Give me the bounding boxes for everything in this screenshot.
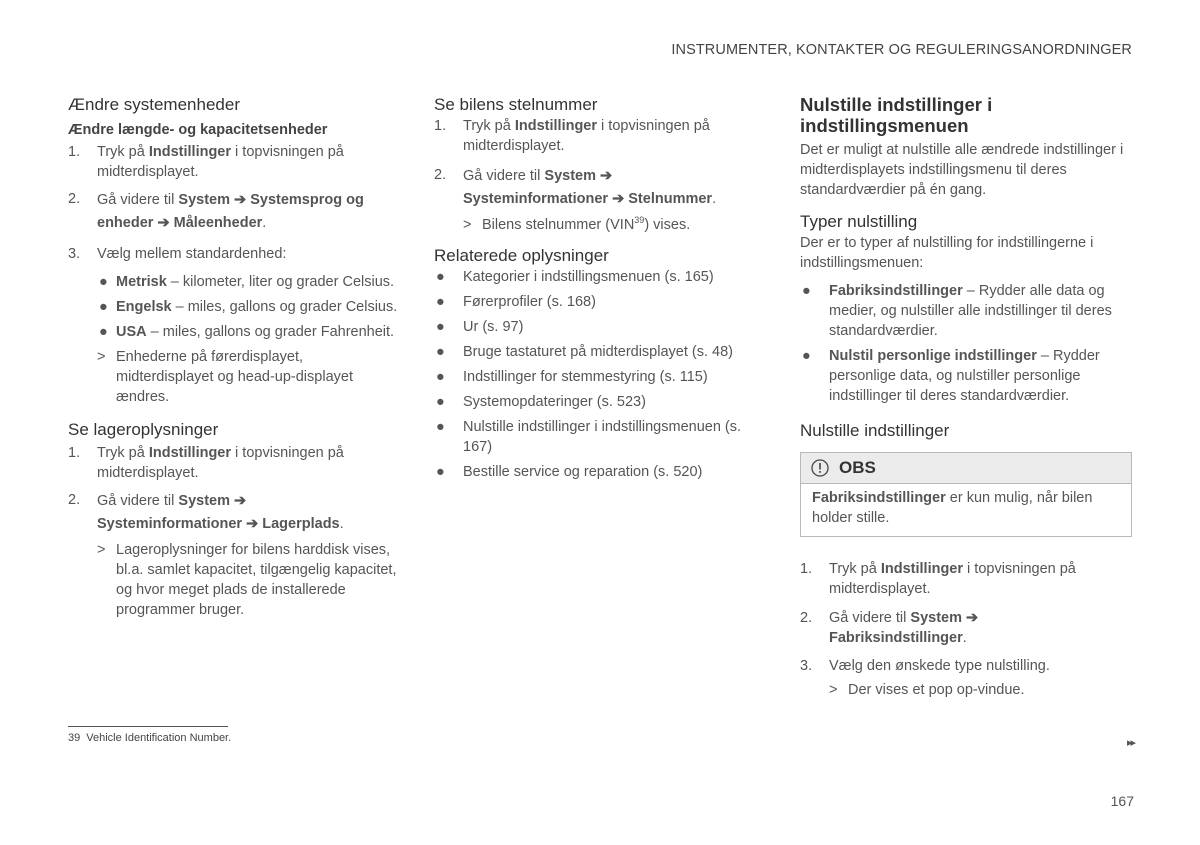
column-1 — [68, 94, 402, 626]
step-bold: Indstillinger — [514, 118, 598, 134]
result-text: Der vises et pop op-vindue. — [848, 682, 1025, 698]
bullet-icon: ● — [99, 274, 108, 290]
step-number: 3. — [68, 246, 81, 262]
result-text: Lageroplysninger for bilens harddisk vises, bl.a. samlet kapacitet, tilgængelig kapacitet, og hvor meget plads de installerede programmer bruger. — [116, 542, 397, 618]
step-3 — [68, 244, 402, 264]
bullet-icon: ● — [436, 294, 445, 310]
units-list — [68, 272, 402, 342]
arrow-icon: ➔ — [153, 215, 170, 231]
related-link[interactable] — [434, 392, 764, 412]
step-text: . — [262, 215, 267, 231]
step-text: . — [962, 630, 967, 646]
step-number: 3. — [800, 658, 813, 674]
step-number: 2. — [434, 167, 447, 183]
bullet-icon: ● — [99, 299, 108, 315]
item-text: – miles, gallons og grader Fahrenheit. — [146, 324, 395, 340]
item-bold: Nulstil personlige indstillinger — [829, 348, 1037, 364]
bullet-icon: ● — [436, 319, 445, 335]
step-bold: System — [910, 610, 962, 626]
step-1 — [68, 142, 402, 182]
related-link[interactable] — [434, 342, 764, 362]
step-text: Gå videre til — [829, 610, 911, 626]
step-1 — [68, 443, 402, 483]
step-1 — [434, 116, 764, 156]
step-text: Vælg den ønskede type nulstilling. — [829, 658, 1050, 674]
arrow-icon: ➔ — [962, 610, 979, 626]
step-text: i topvisningen på midterdisplayet. — [97, 445, 344, 481]
step-bold: Lagerplads — [262, 516, 340, 532]
step-text: i topvisningen på midterdisplayet. — [463, 118, 710, 154]
continue-arrows-icon: ▸▸ — [1126, 737, 1134, 749]
column-2 — [434, 94, 764, 487]
subheading-length-capacity: Ændre længde- og kapacitetsenheder — [68, 122, 328, 138]
step-number: 1. — [68, 445, 81, 461]
section-heading-storage: Se lageroplysninger — [68, 420, 219, 439]
step-bold: Stelnummer — [628, 191, 713, 207]
step-bold: Måleenheder — [173, 215, 263, 231]
step-text: . — [712, 191, 717, 207]
step-bold: Indstillinger — [148, 144, 232, 160]
step-number: 1. — [68, 144, 81, 160]
step-text: Gå videre til — [463, 168, 545, 184]
note-box-title: OBS — [839, 458, 876, 477]
bullet-icon: ● — [436, 419, 445, 435]
step-bold: Systemsprog og enheder — [97, 192, 364, 231]
footnote-number: 39 — [68, 732, 81, 744]
item-text: – Rydder alle data og medier, og nulstiller alle indstillinger til deres standardværdier. — [829, 283, 1112, 339]
item-text: – kilometer, liter og grader Celsius. — [166, 274, 395, 290]
link-text[interactable]: Bruge tastaturet på midterdisplayet (s. 48) — [463, 344, 733, 360]
step-text: Gå videre til — [97, 493, 179, 509]
note-box — [800, 452, 1132, 537]
item-bold: Metrisk — [116, 274, 167, 290]
step-text: . — [339, 516, 344, 532]
step-bold: Indstillinger — [148, 445, 232, 461]
note-text: er kun mulig, når bilen holder stille. — [812, 490, 1093, 526]
step-bold: Indstillinger — [880, 561, 964, 577]
section-heading-related: Relaterede oplysninger — [434, 246, 609, 265]
result-text: ) vises. — [644, 217, 691, 233]
bullet-icon: ● — [802, 283, 811, 299]
step-bold: Fabriksindstillinger — [829, 630, 963, 646]
step-2 — [68, 490, 402, 536]
step-bold: System — [178, 493, 230, 509]
list-item — [68, 322, 402, 342]
info-icon — [811, 459, 829, 477]
arrow-icon: ➔ — [242, 516, 259, 532]
section-heading-reset-settings: Nulstille indstillinger — [800, 421, 950, 440]
bullet-icon: ● — [436, 344, 445, 360]
result-note — [68, 347, 402, 407]
step-2 — [800, 608, 1132, 648]
reset-types-list — [800, 281, 1132, 406]
step-number: 1. — [800, 561, 813, 577]
step-text: Tryk på — [829, 561, 881, 577]
note-box-header — [801, 453, 1131, 484]
result-note — [97, 540, 402, 620]
intro-text: Det er muligt at nulstille alle ændrede indstillinger i midterdisplayets indstillingsmenu til deres standardværdier på én gang. — [800, 142, 1124, 198]
link-text[interactable]: Kategorier i indstillingsmenuen (s. 165) — [463, 269, 714, 285]
section-heading-reset-types: Typer nulstilling — [800, 212, 918, 231]
related-link[interactable] — [434, 367, 764, 387]
list-item — [800, 281, 1132, 341]
page-number: 167 — [1110, 793, 1134, 809]
result-marker: > — [829, 682, 838, 698]
step-number: 1. — [434, 118, 447, 134]
item-text: – Rydder personlige data, og nulstiller personlige indstillinger til deres standardværdier. — [829, 348, 1100, 404]
intro-text: Der er to typer af nulstilling for indstillingerne i indstillingsmenuen: — [800, 235, 1094, 271]
list-item — [800, 346, 1132, 406]
step-text: i topvisningen på midterdisplayet. — [97, 144, 344, 180]
related-link[interactable] — [434, 267, 764, 287]
footnote-ref[interactable]: 39 — [634, 215, 645, 226]
link-text[interactable]: Systemopdateringer (s. 523) — [463, 394, 646, 410]
section-heading-system-units: Ændre systemenheder — [68, 95, 240, 114]
bullet-icon: ● — [99, 324, 108, 340]
link-text[interactable]: Førerprofiler (s. 168) — [463, 294, 596, 310]
footnote-rule — [68, 726, 228, 727]
step-bold: System — [544, 168, 596, 184]
result-note — [829, 680, 1132, 700]
link-text[interactable]: Bestille service og reparation (s. 520) — [463, 464, 703, 480]
arrow-icon: ➔ — [608, 191, 625, 207]
column-3 — [800, 94, 1132, 706]
step-bold: System — [178, 192, 230, 208]
item-bold: Fabriksindstillinger — [829, 283, 963, 299]
related-link[interactable] — [434, 292, 764, 312]
step-text: Gå videre til — [97, 192, 179, 208]
note-box-body — [801, 484, 1131, 536]
step-bold: Systeminformationer — [463, 191, 609, 207]
list-item — [68, 297, 402, 317]
section-heading-reset: Nulstille indstillinger i indstillingsmenuen — [800, 94, 993, 136]
step-number: 2. — [68, 191, 81, 207]
result-note — [463, 215, 764, 235]
step-1 — [800, 559, 1132, 599]
bullet-icon: ● — [436, 369, 445, 385]
running-header: INSTRUMENTER, KONTAKTER OG REGULERINGSANORDNINGER — [671, 42, 1132, 58]
footnote-text: Vehicle Identification Number. — [86, 732, 232, 744]
note-bold: Fabriksindstillinger — [812, 490, 946, 506]
bullet-icon: ● — [436, 394, 445, 410]
bullet-icon: ● — [436, 269, 445, 285]
related-link[interactable] — [434, 317, 764, 337]
result-text: Bilens stelnummer (VIN — [482, 217, 635, 233]
footnote — [68, 731, 231, 745]
link-text[interactable]: Indstillinger for stemmestyring (s. 115) — [463, 369, 708, 385]
arrow-icon: ➔ — [230, 192, 247, 208]
step-number: 2. — [800, 610, 813, 626]
link-text[interactable]: Nulstille indstillinger i indstillingsmenuen (s. 167) — [463, 419, 742, 455]
bullet-icon: ● — [436, 464, 445, 480]
arrow-icon: ➔ — [596, 168, 613, 184]
step-3 — [800, 656, 1132, 676]
link-text[interactable]: Ur (s. 97) — [463, 319, 524, 335]
arrow-icon: ➔ — [230, 493, 247, 509]
step-text: Tryk på — [97, 144, 149, 160]
related-link[interactable] — [434, 462, 764, 482]
item-bold: Engelsk — [116, 299, 172, 315]
step-text: Tryk på — [463, 118, 515, 134]
bullet-icon: ● — [802, 348, 811, 364]
result-marker: > — [463, 217, 472, 233]
item-bold: USA — [116, 324, 147, 340]
related-list — [434, 267, 764, 482]
step-bold: Systeminformationer — [97, 516, 243, 532]
list-item — [68, 272, 402, 292]
item-text: – miles, gallons og grader Celsius. — [171, 299, 398, 315]
step-text: Tryk på — [97, 445, 149, 461]
result-text: Enhederne på førerdisplayet, midterdisplayet og head-up-displayet ændres. — [116, 349, 353, 405]
step-number: 2. — [68, 492, 81, 508]
step-text: Vælg mellem standardenhed: — [97, 246, 287, 262]
step-2 — [434, 165, 764, 211]
section-heading-chassis-number: Se bilens stelnummer — [434, 95, 598, 114]
related-link[interactable] — [434, 417, 764, 457]
result-marker: > — [97, 349, 106, 365]
result-marker: > — [97, 542, 106, 558]
step-2 — [68, 189, 402, 235]
step-text: i topvisningen på midterdisplayet. — [829, 561, 1076, 597]
